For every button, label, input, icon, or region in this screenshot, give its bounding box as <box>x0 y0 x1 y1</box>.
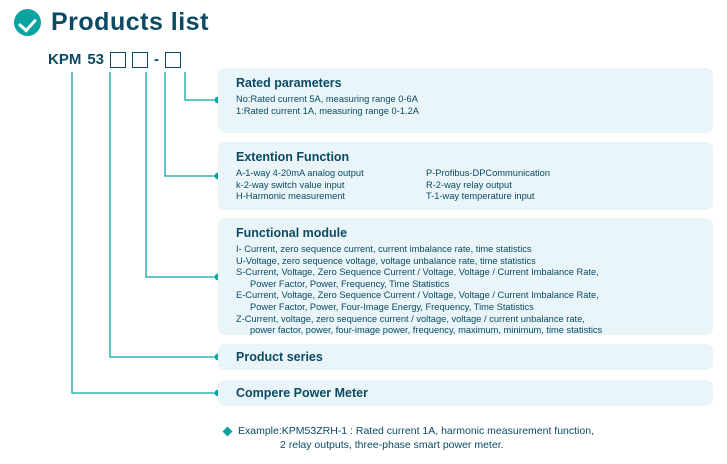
functional-line-2: U-Voltage, zero sequence voltage, voltage unbalance rate, time statistics <box>236 255 536 266</box>
extension-right-3: T-1-way temperature input <box>426 191 535 202</box>
panel-product-series <box>218 344 713 370</box>
code-box-functional <box>110 52 126 68</box>
panel-rated-line-1: No:Rated current 5A, measuring range 0-6A <box>236 94 418 104</box>
panel-functional-module <box>218 218 713 335</box>
panel-rated-parameters <box>218 68 713 133</box>
panel-functional-title: Functional module <box>236 226 348 240</box>
functional-line-5: E-Current, Voltage, Zero Sequence Current / Voltage, Voltage / Current Imbalance Rate, <box>236 290 599 301</box>
page-title: Products list <box>51 8 209 36</box>
extension-left-1: A-1-way 4-20mA analog output <box>236 168 364 178</box>
diamond-bullet-icon <box>223 427 233 437</box>
example-note-line-1: Example:KPM53ZRH-1 : Rated current 1A, harmonic measurement function, <box>238 425 594 437</box>
functional-line-3: S-Current, Voltage, Zero Sequence Current / Voltage, Voltage / Current Imbalance Rate, <box>236 267 599 278</box>
panel-product-series-title: Product series <box>236 350 323 364</box>
code-series: 53 <box>87 51 105 68</box>
panel-extension-col-left <box>236 168 426 203</box>
panel-extension-title: Extention Function <box>236 150 350 164</box>
panel-extension-col-right <box>426 168 616 203</box>
example-note-line-2: 2 relay outputs, three-phase smart power meter. <box>280 439 504 451</box>
panel-rated-title: Rated parameters <box>236 76 342 90</box>
functional-line-4: Power Factor, Power, Frequency, Time Statistics <box>250 278 450 289</box>
product-code-row <box>48 52 181 68</box>
extension-left-2: k-2-way switch value input <box>236 179 345 190</box>
panel-compere-power-meter-title: Compere Power Meter <box>236 386 368 400</box>
example-note-text <box>238 424 594 452</box>
extension-left-3: H-Harmonic measurement <box>236 191 346 202</box>
functional-line-1: I- Current, zero sequence current, current imbalance rate, time statistics <box>236 244 532 254</box>
functional-line-7: Z-Current, voltage, zero sequence current / voltage, voltage / current unbalance rate, <box>236 313 585 324</box>
functional-line-6: Power Factor, Power, Four-Image Energy, Frequency, Time Statistics <box>250 301 534 312</box>
panel-rated-line-2: 1:Rated current 1A, measuring range 0-1.2A <box>236 105 419 116</box>
code-brand: KPM <box>48 51 82 68</box>
page-header <box>14 8 209 37</box>
code-box-rated <box>165 52 181 68</box>
example-note <box>224 424 594 452</box>
panel-compere-power-meter <box>218 380 713 406</box>
functional-line-8: power factor, power, four-image power, frequency, maximum, minimum, time statistics <box>250 325 603 336</box>
code-dash: - <box>154 51 160 68</box>
code-box-extension <box>132 52 148 68</box>
check-circle-icon <box>14 9 41 36</box>
extension-right-1: P-Profibus-DPCommunication <box>426 168 551 178</box>
panel-extension-columns <box>236 168 701 203</box>
panel-extension-function <box>218 142 713 210</box>
extension-right-2: R-2-way relay output <box>426 179 512 190</box>
